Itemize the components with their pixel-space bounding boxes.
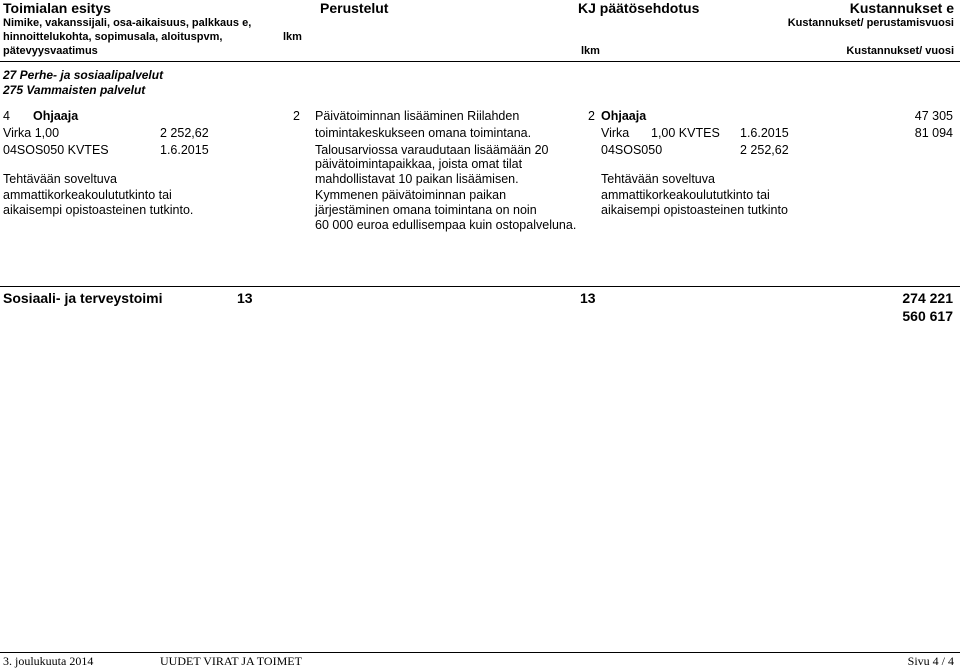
reason-line-7: järjestäminen omana toimintana on noin bbox=[315, 203, 537, 217]
header-col2-title: Perustelut bbox=[320, 0, 389, 16]
row-left-title: Ohjaaja bbox=[33, 109, 79, 123]
header-col1-lkm: lkm bbox=[283, 31, 302, 43]
total-count-proposal: 13 bbox=[237, 290, 253, 306]
header-col4-sub2: Kustannukset/ vuosi bbox=[846, 45, 954, 57]
reason-line-5: mahdollistavat 10 paikan lisäämisen. bbox=[315, 172, 519, 186]
row-left-line6: aikaisempi opistoasteinen tutkinto. bbox=[3, 203, 194, 217]
row-kj-line5: ammattikorkeakoulututkinto tai bbox=[601, 188, 770, 202]
row-kj-line2c: 1.6.2015 bbox=[740, 126, 789, 140]
header-col1-title: Toimialan esitys bbox=[3, 0, 111, 16]
row-left-count: 2 bbox=[293, 109, 300, 123]
row-left-line4: Tehtävään soveltuva bbox=[3, 172, 117, 186]
row-kj-line2a: Virka bbox=[601, 126, 630, 140]
total-count-decision: 13 bbox=[580, 290, 596, 306]
row-left-line3b: 1.6.2015 bbox=[160, 143, 209, 157]
row-kj-line4: Tehtävään soveltuva bbox=[601, 172, 715, 186]
row-kj-line6: aikaisempi opistoasteinen tutkinto bbox=[601, 203, 788, 217]
row-kj-line2b: 1,00 KVTES bbox=[651, 126, 720, 140]
footer-divider bbox=[0, 652, 960, 653]
header-col1-sub3: pätevyysvaatimus bbox=[3, 45, 98, 57]
reason-line-6: Kymmenen päivätoiminnan paikan bbox=[315, 188, 507, 202]
total-cost-startup: 274 221 bbox=[902, 290, 953, 306]
row-cost-startup: 47 305 bbox=[914, 109, 953, 123]
row-kj-line3a: 04SOS050 bbox=[601, 143, 663, 157]
reason-line-2: toimintakeskukseen omana toimintana. bbox=[315, 126, 532, 140]
row-left-line2a: Virka 1,00 bbox=[3, 126, 60, 140]
total-label: Sosiaali- ja terveystoimi bbox=[3, 290, 163, 306]
reason-line-4: päivätoimintapaikkaa, joista omat tilat bbox=[315, 157, 523, 171]
header-col4-title: Kustannukset e bbox=[849, 0, 954, 16]
total-cost-annual: 560 617 bbox=[902, 308, 953, 324]
row-left-line2b: 2 252,62 bbox=[160, 126, 209, 140]
section-level1: 27 Perhe- ja sosiaalipalvelut bbox=[3, 68, 164, 82]
row-kj-count: 2 bbox=[588, 109, 595, 123]
row-left-line5: ammattikorkeakoulututkinto tai bbox=[3, 188, 172, 202]
footer-title: UUDET VIRAT JA TOIMET bbox=[160, 654, 302, 668]
footer-date: 3. joulukuuta 2014 bbox=[3, 654, 94, 668]
header-col4-sub1: Kustannukset/ perustamisvuosi bbox=[787, 17, 954, 29]
row-left-line3a: 04SOS050 KVTES bbox=[3, 143, 109, 157]
row-number: 4 bbox=[3, 109, 10, 123]
reason-line-8: 60 000 euroa edullisempaa kuin ostopalveluna. bbox=[315, 218, 577, 232]
header-col3-title: KJ päätösehdotus bbox=[578, 0, 700, 16]
reason-line-1: Päivätoiminnan lisääminen Riilahden bbox=[315, 109, 520, 123]
row-kj-title: Ohjaaja bbox=[601, 109, 647, 123]
footer-page-number: Sivu 4 / 4 bbox=[907, 654, 954, 668]
row-kj-line3b: 2 252,62 bbox=[740, 143, 789, 157]
reason-line-3: Talousarviossa varaudutaan lisäämään 20 bbox=[315, 143, 549, 157]
total-divider bbox=[0, 286, 960, 287]
section-level2: 275 Vammaisten palvelut bbox=[3, 83, 146, 97]
header-col1-sub1: Nimike, vakanssijali, osa-aikaisuus, palkkaus e, bbox=[3, 17, 252, 29]
header-divider bbox=[0, 61, 960, 62]
header-col3-lkm: lkm bbox=[581, 45, 600, 57]
row-cost-annual: 81 094 bbox=[914, 126, 953, 140]
header-col1-sub2: hinnoittelukohta, sopimusala, aloituspvm, bbox=[3, 31, 223, 43]
